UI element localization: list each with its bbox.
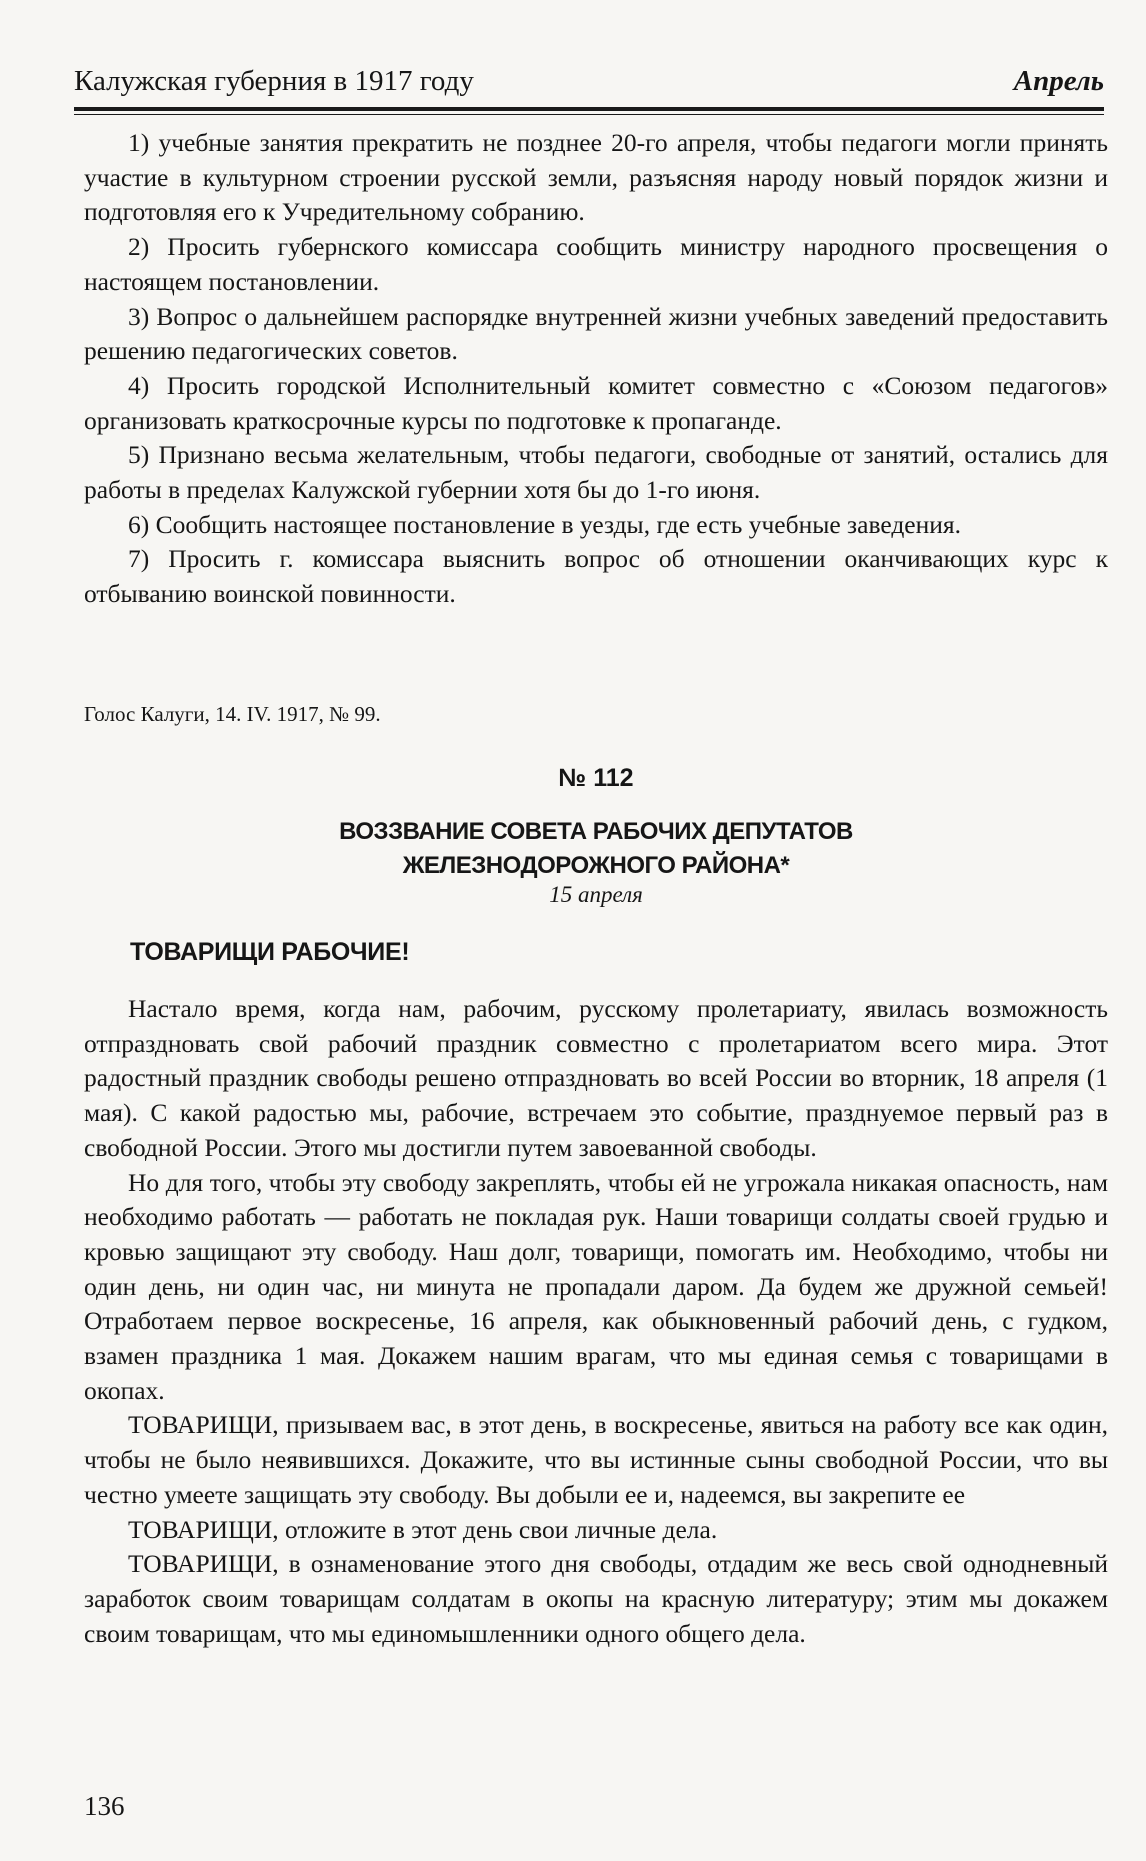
appeal-body [84,992,1108,1651]
decision-item: 3) Вопрос о дальнейшем распорядке внутренней жизни учебных заведений предоставить решению педагогических советов. [84,301,1108,366]
decision-item: 2) Просить губернского комиссара сообщить министру народного просвещения о настоящем постановлении. [84,232,1108,296]
page-number: 136 [84,1791,125,1821]
decision-item: 7) Просить г. комиссара выяснить вопрос об отношении оканчивающих курс к отбыванию воинской повинности. [84,544,1108,609]
book-title: Калужская губерния в 1917 году [74,65,474,97]
header-rule-thick [74,107,1104,111]
source-citation: Голос Калуги, 14. IV. 1917, № 99. [84,702,381,726]
decision-item: 6) Сообщить настоящее постановление в уезды, где есть учебные заведения. [128,509,962,539]
document-number: № 112 [558,764,634,792]
document-title-line: ВОЗЗВАНИЕ СОВЕТА РАБОЧИХ ДЕПУТАТОВ [339,818,853,845]
document-date: 15 апреля [549,882,643,907]
appeal-paragraph: ТОВАРИЩИ, призываем вас, в этот день, в воскресенье, явиться на работу все как один, чтобы не было неявившихся. Докажите, что вы истинные сыны свободной России, что вы честно умеете защищать эту свободу. Вы добыли ее и, надеемся, вы закрепите ее [84,1410,1108,1509]
decision-item: 5) Признано весьма желательным, чтобы педагоги, свободные от занятий, остались для работы в пределах Калужской губернии хотя бы до 1-го июня. [84,440,1108,505]
appeal-paragraph: ТОВАРИЩИ, отложите в этот день свои личные дела. [128,1514,718,1544]
appeal-paragraph: Но для того, чтобы эту свободу закреплять, чтобы ей не угрожала никакая опасность, нам необходимо работать — работать не покладая рук. Наши товарищи солдаты своей грудью и кровью защищают эту свободу. Наш долг, товарищи, помогать им. Необходимо, чтобы ни один день, ни один час, ни минута не пропадали даром. Да будем же дружной семьей! Отработаем первое воскресенье, 16 апреля, как обыкновенный рабочий день, с гудком, взамен праздника 1 мая. Докажем нашим врагам, что мы единая семья с товарищами в окопах. [84,1167,1108,1405]
appeal-paragraph: ТОВАРИЩИ, в ознаменование этого дня свободы, отдадим же весь свой однодневный заработок своим товарищам солдатам в окопы на красную литературу; этим мы докажем своим товарищам, что мы единомышленники одного общего дела. [84,1549,1108,1648]
document-title [84,815,1108,883]
appeal-heading: ТОВАРИЩИ РАБОЧИЕ! [130,938,410,966]
appeal-paragraph: Настало время, когда нам, рабочим, русскому пролетариату, явилась возможность отпраздновать свой рабочий праздник совместно с пролетариатом всего мира. Этот радостный праздник свободы решено отпраздновать во всей России во вторник, 18 апреля (1 мая). С какой радостью мы, рабочие, встречаем это событие, празднуемое первый раз в свободной России. Этого мы достигли путем завоеванной свободы. [84,994,1108,1162]
document-title-line: ЖЕЛЕЗНОДОРОЖНОГО РАЙОНА* [402,852,790,879]
decision-item: 1) учебные занятия прекратить не позднее 20-го апреля, чтобы педагоги могли принять участие в культурном строении русской земли, разъясняя народу новый порядок жизни и подготовляя его к Учредительному собранию. [84,128,1108,227]
section-month: Апрель [1013,65,1104,97]
decisions-list [84,126,1108,612]
running-header [74,64,1104,104]
header-rule-thin [74,114,1104,115]
decision-item: 4) Просить городской Исполнительный комитет совместно с «Союзом педагогов» организовать краткосрочные курсы по подготовке к пропаганде. [84,370,1108,435]
